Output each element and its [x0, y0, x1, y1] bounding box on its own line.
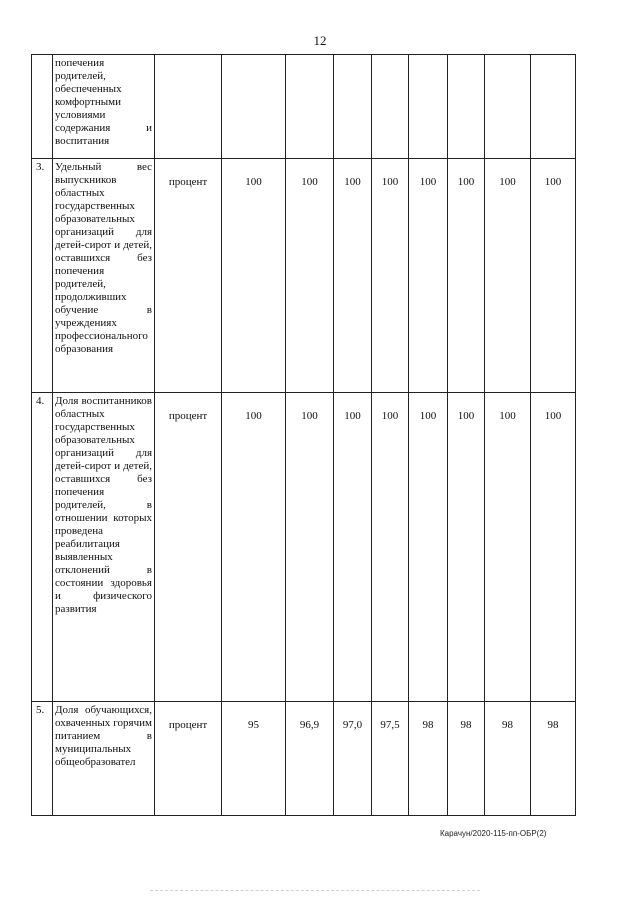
value-cell [448, 55, 485, 159]
value-cell: 100 [448, 159, 485, 393]
value-cell [485, 55, 531, 159]
value-cell: 100 [485, 393, 531, 702]
document-code: Карачун/2020-115-пп-ОБР(2) [440, 829, 547, 838]
value-cell: 100 [448, 393, 485, 702]
table-row [32, 159, 576, 393]
row-number [32, 55, 53, 159]
indicator-description: попечения родителей, обеспеченных комфортными условиями содержания и воспитания [53, 55, 155, 159]
table-row [32, 702, 576, 816]
value-cell: 97,5 [372, 702, 409, 816]
value-cell [286, 55, 334, 159]
value-cell [409, 55, 448, 159]
table-row [32, 55, 576, 159]
page-number: 12 [313, 33, 327, 48]
value-cell [334, 55, 372, 159]
value-cell: 100 [485, 159, 531, 393]
value-cell: 98 [448, 702, 485, 816]
value-cell: 95 [222, 702, 286, 816]
row-number: 4. [32, 393, 53, 702]
value-cell: 100 [372, 393, 409, 702]
value-cell: 100 [222, 159, 286, 393]
value-cell: 98 [485, 702, 531, 816]
table-row [32, 393, 576, 702]
value-cell [222, 55, 286, 159]
value-cell: 100 [334, 159, 372, 393]
indicator-table [31, 54, 576, 816]
value-cell: 97,0 [334, 702, 372, 816]
value-cell: 100 [286, 159, 334, 393]
value-cell: 100 [334, 393, 372, 702]
unit-cell [155, 55, 222, 159]
value-cell: 100 [531, 393, 576, 702]
value-cell: 100 [531, 159, 576, 393]
value-cell [531, 55, 576, 159]
value-cell: 100 [409, 159, 448, 393]
value-cell: 98 [531, 702, 576, 816]
value-cell: 100 [222, 393, 286, 702]
value-cell [372, 55, 409, 159]
indicator-description: Доля воспитанников областных государственных образовательных организаций для детей-сирот и детей, оставшихся без попечения родителей, в отношении которых проведена реабилитация выявленных отклонений в состоянии здоровья и физического развития [53, 393, 155, 702]
indicator-description: Удельный вес выпускников областных государственных образовательных организаций для детей-сирот и детей, оставшихся без попечения родителей, продолживших обучение в учреждениях профессионального образования [53, 159, 155, 393]
value-cell: 100 [372, 159, 409, 393]
indicator-description: Доля обучающихся, охваченных горячим питанием в муниципальных общеобразовател [53, 702, 155, 816]
row-number: 3. [32, 159, 53, 393]
value-cell: 96,9 [286, 702, 334, 816]
scan-edge-line [150, 890, 480, 891]
unit-cell: процент [155, 159, 222, 393]
value-cell: 98 [409, 702, 448, 816]
value-cell: 100 [286, 393, 334, 702]
row-number: 5. [32, 702, 53, 816]
unit-cell: процент [155, 702, 222, 816]
unit-cell: процент [155, 393, 222, 702]
value-cell: 100 [409, 393, 448, 702]
